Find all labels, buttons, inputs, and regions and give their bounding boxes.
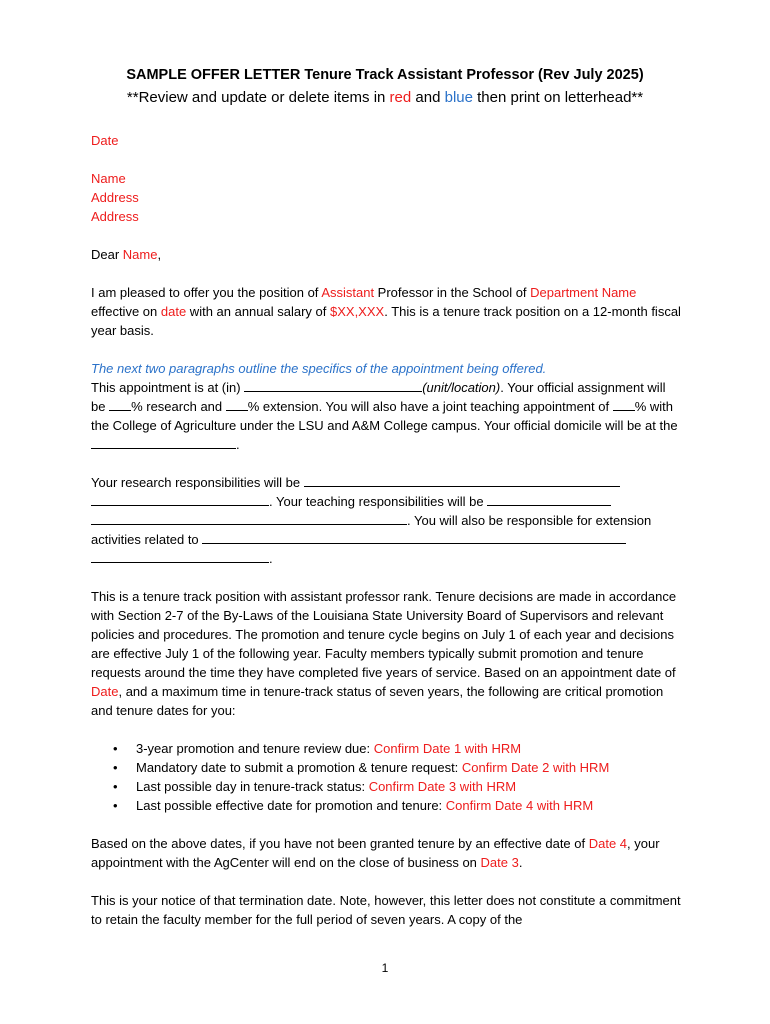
instruction-text-2: and xyxy=(411,89,445,106)
offer-text-1: I am pleased to offer you the position of xyxy=(91,285,322,300)
offer-text-5: . This is a tenure track position on a 12-month fiscal year basis. xyxy=(91,304,681,338)
instruction-blue-word: blue xyxy=(444,89,473,106)
tenure-text-1: This is a tenure track position with assistant professor rank. Tenure decisions are made in accordance with Section 2-7 of the By-Laws of the Louisiana State University Board of Supervisors and relevant policies and procedures. The promotion and tenure cycle begins on July 1 of each year and decisions are effective July 1 of the following year. Faculty members typically submit promotion and tenure requests around the time they have completed five years of service. Based on an appointment date of xyxy=(91,589,677,680)
address-placeholder-1: Address xyxy=(91,190,139,205)
bullet-icon: • xyxy=(113,779,118,794)
date4-placeholder: Date 4 xyxy=(588,836,628,851)
list-item-text: Mandatory date to submit a promotion & tenure request: xyxy=(136,760,462,775)
salutation xyxy=(91,245,681,264)
list-item xyxy=(91,739,681,758)
salary-placeholder: $XX,XXX xyxy=(330,304,385,319)
address-placeholder-2: Address xyxy=(91,209,139,224)
list-item-placeholder: Confirm Date 4 with HRM xyxy=(445,798,594,813)
extension-resp-blank-1 xyxy=(202,530,626,544)
list-item-text: 3-year promotion and tenure review due: xyxy=(136,741,374,756)
date-placeholder: Date xyxy=(91,133,119,148)
extension-resp-blank-2 xyxy=(91,549,269,563)
teaching-resp-blank-1 xyxy=(487,492,611,506)
date3-placeholder: Date 3 xyxy=(480,855,519,870)
termination-text-2: , your appointment with the AgCenter will end on the close of business on xyxy=(91,836,660,870)
list-item-placeholder: Confirm Date 1 with HRM xyxy=(373,741,522,756)
extension-percent-blank xyxy=(226,397,248,411)
list-item-placeholder: Confirm Date 3 with HRM xyxy=(368,779,517,794)
list-item xyxy=(91,777,681,796)
termination-text-1: Based on the above dates, if you have not been granted tenure by an effective date of xyxy=(91,836,589,851)
salutation-comma: , xyxy=(157,247,162,262)
paragraph-tenure xyxy=(91,587,681,720)
research-percent-blank xyxy=(109,397,131,411)
appointment-date-placeholder: Date xyxy=(91,684,119,699)
offer-text-4: with an annual salary of xyxy=(186,304,330,319)
letter-body xyxy=(91,131,681,929)
department-placeholder: Department Name xyxy=(530,285,637,300)
responsibilities-text-3: . You will also be responsible for extension activities related to xyxy=(91,513,652,547)
unit-location-label: (unit/location) xyxy=(422,380,501,395)
appointment-text-1: This appointment is at (in) xyxy=(91,380,245,395)
list-item-placeholder: Confirm Date 2 with HRM xyxy=(461,760,610,775)
instruction-red-word: red xyxy=(389,89,412,106)
instruction-note: The next two paragraphs outline the specifics of the appointment being offered. xyxy=(91,361,547,376)
domicile-blank xyxy=(91,435,236,449)
research-resp-blank-2 xyxy=(91,492,269,506)
termination-text-3: . xyxy=(518,855,523,870)
list-item-text: Last possible effective date for promotion and tenure: xyxy=(136,798,446,813)
bullet-icon: • xyxy=(113,760,118,775)
teaching-resp-blank-2 xyxy=(91,511,407,525)
offer-text-3: effective on xyxy=(91,304,161,319)
appointment-text-2: . Your official assignment will be xyxy=(91,380,666,414)
tenure-text-2: , and a maximum time in tenure-track status of seven years, the following are critical promotion and tenure dates for you: xyxy=(91,684,664,718)
paragraph-responsibilities xyxy=(91,473,681,568)
offer-text-2: Professor in the School of xyxy=(374,285,531,300)
instruction-text-1: **Review and update or delete items in xyxy=(126,89,390,106)
salutation-text: Dear xyxy=(91,247,123,262)
paragraph-termination xyxy=(91,834,681,872)
document-title: SAMPLE OFFER LETTER Tenure Track Assistant Professor (Rev July 2025) xyxy=(126,67,644,83)
responsibilities-text-1: Your research responsibilities will be xyxy=(91,475,304,490)
bullet-icon: • xyxy=(113,741,118,756)
appointment-text-5: % with the College of Agriculture under the LSU and A&M College campus. Your official domicile will be at the xyxy=(91,399,678,433)
appointment-text-6: . xyxy=(236,437,240,452)
paragraph-notice: This is your notice of that termination date. Note, however, this letter does not constitute a commitment to retain the faculty member for the full period of seven years. A copy of the xyxy=(91,893,681,927)
paragraph-offer xyxy=(91,283,681,340)
list-item xyxy=(91,796,681,815)
responsibilities-text-2: . Your teaching responsibilities will be xyxy=(269,494,488,509)
unit-location-blank xyxy=(244,378,422,392)
list-item xyxy=(91,758,681,777)
appointment-text-4: % extension. You will also have a joint teaching appointment of xyxy=(247,399,613,414)
tenure-dates-list xyxy=(91,739,681,815)
salutation-name: Name xyxy=(122,247,158,262)
instruction-text-3: then print on letterhead** xyxy=(472,89,644,106)
page-number: 1 xyxy=(381,961,389,975)
document-instruction xyxy=(0,88,770,107)
effective-date-placeholder: date xyxy=(160,304,187,319)
responsibilities-text-4: . xyxy=(269,551,273,566)
appointment-text-3: % research and xyxy=(131,399,226,414)
teaching-percent-blank xyxy=(613,397,635,411)
bullet-icon: • xyxy=(113,798,118,813)
research-resp-blank-1 xyxy=(304,473,620,487)
rank-placeholder: Assistant xyxy=(321,285,375,300)
name-placeholder: Name xyxy=(91,171,126,186)
list-item-text: Last possible day in tenure-track status: xyxy=(136,779,369,794)
paragraph-appointment xyxy=(91,378,681,454)
